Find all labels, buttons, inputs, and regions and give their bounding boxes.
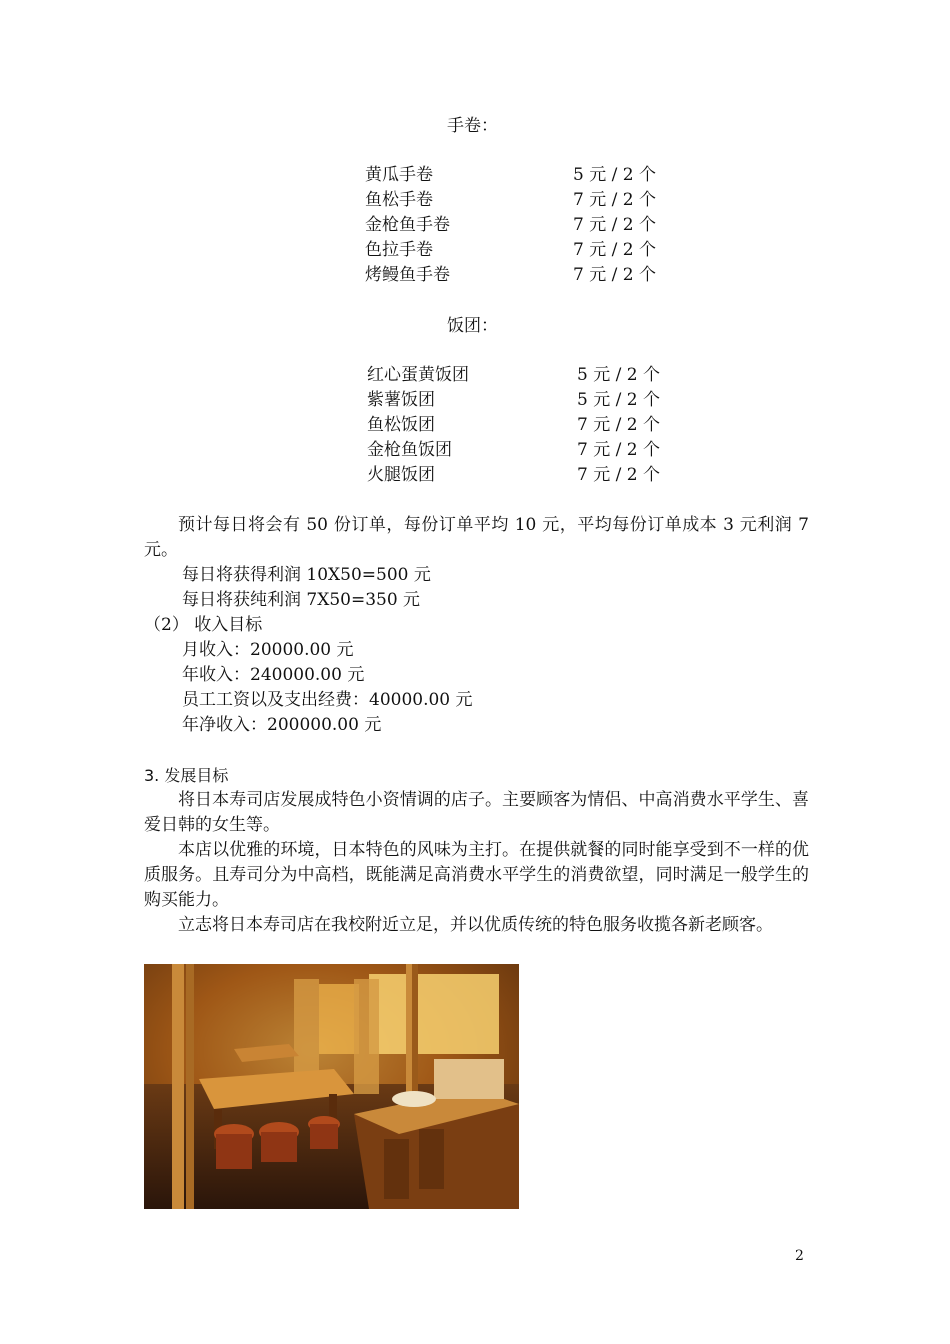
development-paragraph: 立志将日本寿司店在我校附近立足，并以优质传统的特色服务收揽各新老顾客。 — [178, 915, 773, 935]
expenses: 员工工资以及支出经费：40000.00 元 — [182, 690, 473, 710]
yearly-income: 年收入：240000.00 元 — [182, 665, 365, 685]
development-body — [144, 788, 809, 938]
menu-item-name: 紫薯饭团 — [367, 390, 435, 410]
menu-item-name: 鱼松手卷 — [365, 190, 433, 210]
menu-item-name: 红心蛋黄饭团 — [367, 365, 469, 385]
menu-item-price: 5 元 / 2 个 — [577, 390, 660, 410]
income-heading: （2） 收入目标 — [144, 615, 263, 635]
menu-item-price: 7 元 / 2 个 — [577, 415, 660, 435]
menu-item-price: 7 元 / 2 个 — [573, 240, 656, 260]
menu-item-name: 黄瓜手卷 — [365, 165, 433, 185]
menu-item-name: 色拉手卷 — [365, 240, 433, 260]
menu-item-name: 金枪鱼手卷 — [365, 215, 450, 235]
profit-forecast — [144, 513, 809, 563]
profit-forecast-text: 预计每日将会有 50 份订单，每份订单平均 10 元，平均每份订单成本 3 元利润 7 元。 — [144, 515, 809, 560]
hand-rolls-heading: 手卷： — [447, 116, 498, 136]
net-yearly-income: 年净收入：200000.00 元 — [182, 715, 382, 735]
menu-item-price: 7 元 / 2 个 — [577, 465, 660, 485]
monthly-income: 月收入：20000.00 元 — [182, 640, 354, 660]
rice-balls-heading: 饭团： — [447, 316, 498, 336]
menu-item-name: 金枪鱼饭团 — [367, 440, 452, 460]
menu-item-price: 5 元 / 2 个 — [573, 165, 656, 185]
development-heading: 3. 发展目标 — [144, 766, 229, 785]
menu-item-name: 烤鳗鱼手卷 — [365, 265, 450, 285]
menu-item-name: 鱼松饭团 — [367, 415, 435, 435]
menu-item-price: 7 元 / 2 个 — [573, 215, 656, 235]
page-number: 2 — [795, 1248, 804, 1264]
restaurant-interior-photo — [144, 964, 519, 1209]
menu-item-price: 5 元 / 2 个 — [577, 365, 660, 385]
menu-item-price: 7 元 / 2 个 — [573, 190, 656, 210]
menu-item-name: 火腿饭团 — [367, 465, 435, 485]
daily-net-profit: 每日将获纯利润 7X50=350 元 — [182, 590, 421, 610]
menu-item-price: 7 元 / 2 个 — [577, 440, 660, 460]
daily-profit: 每日将获得利润 10X50=500 元 — [182, 565, 431, 585]
development-paragraph: 将日本寿司店发展成特色小资情调的店子。主要顾客为情侣、中高消费水平学生、喜爱日韩的女生等。 — [144, 790, 809, 835]
menu-item-price: 7 元 / 2 个 — [573, 265, 656, 285]
development-paragraph: 本店以优雅的环境，日本特色的风味为主打。在提供就餐的同时能享受到不一样的优质服务。且寿司分为中高档，既能满足高消费水平学生的消费欲望，同时满足一般学生的购买能力。 — [144, 840, 809, 910]
